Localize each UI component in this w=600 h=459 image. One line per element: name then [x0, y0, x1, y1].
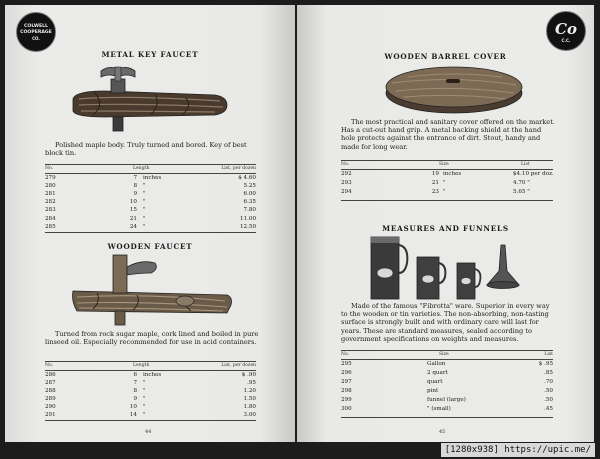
cell-no: 294 — [341, 189, 352, 195]
cell-price: .85 — [544, 370, 553, 376]
cell-no: 287 — [45, 380, 56, 386]
cell-length: 6 — [133, 372, 137, 378]
cell-no: 300 — [341, 406, 352, 412]
cell-price: 3.00 — [243, 412, 256, 418]
table-rule-bottom — [45, 232, 256, 233]
cell-no: 288 — [45, 388, 56, 394]
table-rule-top — [341, 350, 553, 351]
cell-length: 10 — [129, 404, 137, 410]
cell-no: 296 — [341, 370, 352, 376]
metal-key-faucet-title: METAL KEY FAUCET — [101, 50, 199, 59]
wooden-faucet-title: WOODEN FAUCET — [107, 242, 193, 251]
cell-price: .70 — [544, 379, 553, 385]
table-rule-top — [45, 164, 256, 165]
table-rule-mid — [45, 173, 256, 174]
logo-sub: C.C. — [561, 38, 571, 43]
cell-price: 5.65 " — [513, 189, 530, 195]
cell-unit: inches — [443, 171, 462, 177]
cell-price: .50 — [544, 397, 553, 403]
cell-length: 15 — [129, 207, 137, 214]
header-no: No. — [341, 352, 350, 357]
table-rule-top — [341, 160, 553, 161]
header-no: No. — [45, 166, 54, 171]
logo-monogram: Co — [555, 20, 577, 38]
metal-key-faucet-illustration — [65, 61, 235, 137]
cell-unit: inches — [143, 372, 162, 378]
cell-price: 6.35 — [243, 199, 256, 206]
cell-price: 4.70 " — [513, 180, 530, 186]
page-number: 45 — [439, 429, 446, 435]
cell-no: 283 — [45, 207, 56, 214]
wooden-barrel-cover-illustration — [384, 63, 524, 115]
cell-no: 291 — [45, 412, 56, 418]
header-list: List, per dozen — [221, 363, 256, 368]
cell-size: 2 quart — [427, 370, 448, 376]
cell-length: 14 — [129, 412, 137, 418]
cell-price: .50 — [544, 388, 553, 394]
measures-and-funnels-illustration — [369, 233, 529, 301]
cell-no: 292 — [341, 171, 352, 177]
cell-no: 280 — [45, 183, 56, 190]
header-length: Length — [133, 166, 150, 171]
table-rule-mid — [45, 370, 256, 371]
cell-unit: " — [143, 404, 146, 410]
cell-length: 7 — [133, 380, 137, 386]
cell-length: 8 — [133, 183, 137, 190]
table-rule-mid — [341, 169, 553, 170]
cell-size: 23 — [431, 189, 439, 195]
cell-price: $ .95 — [538, 361, 553, 367]
cell-price: $4.10 per doz. — [513, 171, 554, 177]
cell-no: 293 — [341, 180, 352, 186]
header-no: No. — [45, 363, 54, 368]
cell-no: 285 — [45, 223, 56, 230]
left-page — [5, 5, 295, 442]
cell-no: 279 — [45, 175, 56, 181]
cell-unit: " — [143, 215, 146, 222]
cell-unit: " — [443, 180, 446, 186]
logo-line-3: CO. — [32, 36, 40, 41]
cell-no: 281 — [45, 191, 56, 198]
watermark: [1280x938] https://upic.me/ — [441, 443, 595, 457]
header-length: Length — [133, 363, 150, 368]
cell-length: 8 — [133, 388, 137, 394]
logo-line-2: COOPERAGE — [20, 30, 52, 35]
measures-and-funnels-title: MEASURES AND FUNNELS — [382, 224, 509, 233]
cell-price: 1.50 — [243, 396, 256, 402]
cc-monogram-logo — [546, 11, 586, 51]
table-rule-top — [45, 361, 256, 362]
cell-unit: " — [143, 207, 146, 214]
header-no: No. — [341, 162, 350, 167]
cell-size: Gallon — [427, 361, 446, 367]
cell-price: 12.50 — [239, 223, 256, 230]
cell-length: 9 — [133, 191, 137, 198]
cell-price: 5.25 — [243, 183, 256, 190]
cell-unit: " — [143, 396, 146, 402]
cell-size: 21 — [431, 180, 439, 186]
cell-length: 24 — [129, 223, 137, 230]
table-rule-bottom — [341, 200, 553, 201]
cell-length: 10 — [129, 199, 137, 206]
cell-price: 7.80 — [243, 207, 256, 214]
cell-no: 282 — [45, 199, 56, 206]
cell-no: 289 — [45, 396, 56, 402]
table-rule-bottom — [45, 420, 256, 421]
table-rule-bottom — [341, 417, 553, 418]
cell-price: $ 4.60 — [238, 175, 256, 181]
measures-and-funnels-description: Made of the famous "Fibrotta" ware. Superior in every way to the wooden or tin varieties. The non-absorbing, non-tasting surface is strongly built and with ordinary care will last for years. These are standard measures, sealed according to government specifications on weights and measures. — [341, 302, 550, 343]
table-rule-mid — [341, 359, 553, 360]
right-page — [297, 5, 594, 442]
cell-unit: inches — [143, 175, 162, 181]
header-list: List — [521, 162, 530, 167]
cell-unit: " — [143, 183, 146, 190]
header-size: Size — [439, 352, 449, 357]
header-list: List — [544, 352, 553, 357]
header-size: Size — [439, 162, 449, 167]
cell-price: 11.00 — [239, 215, 256, 222]
wooden-barrel-cover-description: The most practical and sanitary cover offered on the market. Has a cut-out hand grip. A metal backing shield at the hand hole protects against the entrance of dirt. Stout, handy and made for long wear. — [341, 118, 555, 151]
cell-unit: " — [143, 191, 146, 198]
cell-unit: " — [143, 388, 146, 394]
cell-length: 21 — [129, 215, 137, 222]
cell-no: 284 — [45, 215, 56, 222]
metal-key-faucet-description: Polished maple body. Truly turned and bored. Key of best block tin. — [45, 141, 247, 158]
cell-unit: " — [143, 199, 146, 206]
wooden-faucet-description: Turned from rock sugar maple, cork lined and boiled in pure linseed oil. Especially recommended for use in acid containers. — [45, 330, 259, 347]
wooden-faucet-illustration — [67, 253, 237, 327]
colwell-cooperage-logo — [16, 12, 56, 52]
cell-unit: " — [143, 223, 146, 230]
cell-no: 298 — [341, 388, 352, 394]
logo-line-1: COLWELL — [24, 24, 48, 29]
cell-no: 295 — [341, 361, 352, 367]
cell-size: quart — [427, 379, 443, 385]
cell-no: 290 — [45, 404, 56, 410]
cell-unit: " — [143, 380, 146, 386]
cell-size: " (small) — [427, 406, 451, 412]
cell-length: 9 — [133, 396, 137, 402]
cell-size: 19 — [431, 171, 439, 177]
cell-no: 299 — [341, 397, 352, 403]
cell-price: .95 — [247, 380, 256, 386]
cell-price: .45 — [544, 406, 553, 412]
wooden-barrel-cover-title: WOODEN BARREL COVER — [384, 52, 507, 61]
header-list: List, per dozen — [221, 166, 256, 171]
cell-price: $ .90 — [241, 372, 256, 378]
page-number: 44 — [145, 429, 152, 435]
cell-unit: " — [443, 189, 446, 195]
cell-price: 6.00 — [243, 191, 256, 198]
cell-unit: " — [143, 412, 146, 418]
cell-no: 286 — [45, 372, 56, 378]
cell-length: 7 — [133, 175, 137, 181]
cell-no: 297 — [341, 379, 352, 385]
cell-price: 1.20 — [243, 388, 256, 394]
cell-size: funnel (large) — [427, 397, 466, 403]
cell-size: pint — [427, 388, 439, 394]
cell-price: 1.80 — [243, 404, 256, 410]
